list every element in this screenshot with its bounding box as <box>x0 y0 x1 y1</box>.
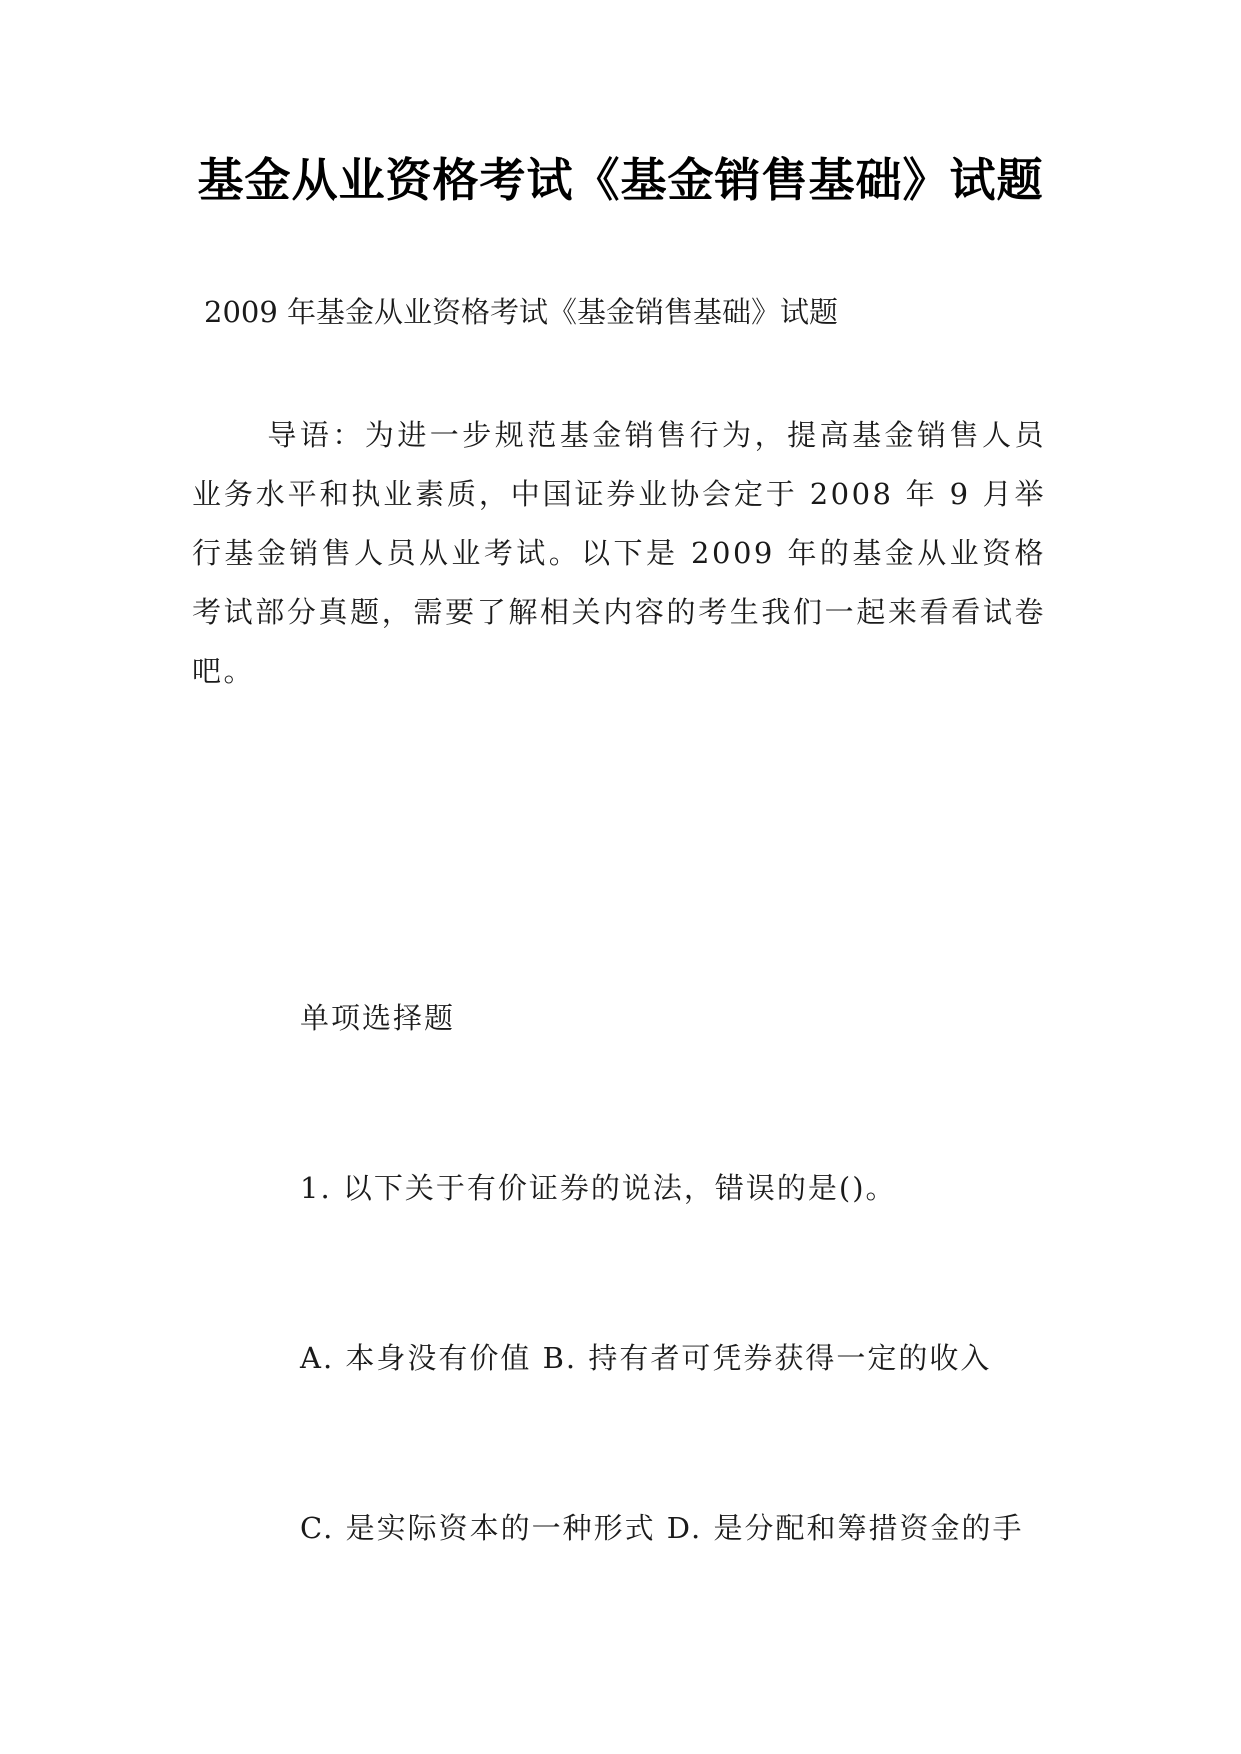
question-options-cd: C. 是实际资本的一种形式 D. 是分配和筹措资金的手 <box>300 1511 1024 1545</box>
section-heading: 单项选择题 <box>300 1001 456 1035</box>
question-options-ab: A. 本身没有价值 B. 持有者可凭券获得一定的收入 <box>300 1341 992 1375</box>
intro-paragraph: 导语：为进一步规范基金销售行为，提高基金销售人员业务水平和执业素质，中国证券业协会定于 2008 年 9 月举行基金销售人员从业考试。以下是 2009 年的基金从业资格考试部分真题，需要了解相关内容的考生我们一起来看看试卷吧。 <box>192 418 1046 688</box>
document-title: 基金从业资格考试《基金销售基础》试题 <box>197 153 1044 207</box>
document-subtitle: 2009 年基金从业资格考试《基金销售基础》试题 <box>204 295 839 329</box>
question-stem: 1. 以下关于有价证券的说法，错误的是()。 <box>300 1171 897 1205</box>
